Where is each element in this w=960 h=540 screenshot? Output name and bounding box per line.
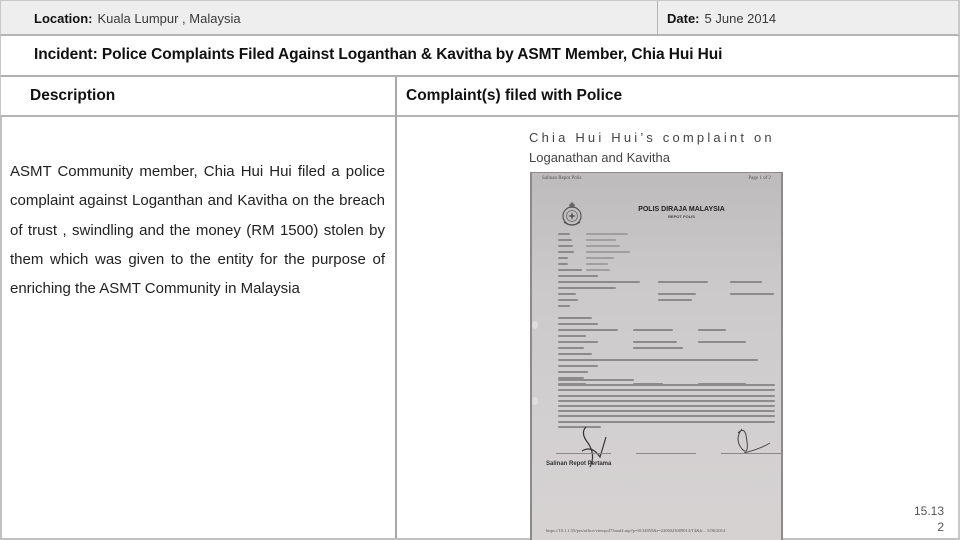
slide-page-number xyxy=(914,503,944,535)
column-divider xyxy=(395,77,397,540)
location-field xyxy=(34,11,241,26)
evidence-caption-line1: Chia Hui Hui’s complaint on xyxy=(529,130,775,145)
signature-line xyxy=(556,453,611,454)
location-label: Location: xyxy=(34,11,93,26)
column-header-complaints: Complaint(s) filed with Police xyxy=(406,87,623,104)
location-value: Kuala Lumpur , Malaysia xyxy=(97,11,241,26)
evidence-caption-line2: Loganathan and Kavitha xyxy=(529,150,670,165)
page-number-line1: 15.13 xyxy=(913,504,944,518)
report-url-line: https://10.1.1.55/pes/office/viewpol75mal2.asp?p=8134855&r=2206023009014/T4&fr... 5/06/2014 xyxy=(546,528,726,533)
report-subtitle: REPOT POLIS xyxy=(668,214,695,219)
report-title: POLIS DIRAJA MALAYSIA xyxy=(638,206,725,213)
report-page-indicator: Page 1 of 2 xyxy=(748,176,771,181)
incident-title: Incident: Police Complaints Filed Against Loganthan & Kavitha by ASMT Member, Chia Hui Hui xyxy=(34,46,723,63)
incident-row xyxy=(0,36,960,77)
date-field xyxy=(667,11,776,26)
police-report-image xyxy=(530,172,783,540)
table-left-border xyxy=(0,117,2,540)
table-header-row xyxy=(0,77,960,117)
signature-line xyxy=(636,453,696,454)
column-header-description: Description xyxy=(30,87,116,104)
description-text: ASMT Community member, Chia Hui Hui filed a police complaint against Loganthan and Kavitha on the breach of trust , swindling and the money (RM 1500) stolen by them which was given to the entity for the purpose of enriching the ASMT Community in Malaysia xyxy=(10,163,385,298)
signature-row xyxy=(556,425,773,465)
punch-hole xyxy=(532,321,538,329)
report-top-left: Salinan Repot Polis xyxy=(542,176,582,181)
date-label: Date: xyxy=(667,11,700,26)
date-cell xyxy=(658,1,960,35)
signature-icon xyxy=(726,425,783,465)
header-meta-row xyxy=(0,0,960,36)
page-number-line2: 2 xyxy=(937,520,944,534)
evidence-caption xyxy=(529,128,785,168)
punch-hole xyxy=(532,397,538,405)
report-top-bar xyxy=(542,176,771,181)
signature-line xyxy=(721,453,781,454)
date-value: 5 June 2014 xyxy=(704,11,777,26)
report-fields xyxy=(558,231,775,387)
location-cell xyxy=(0,1,658,35)
report-footer-label: Salinan Repot Pertama xyxy=(546,461,612,467)
